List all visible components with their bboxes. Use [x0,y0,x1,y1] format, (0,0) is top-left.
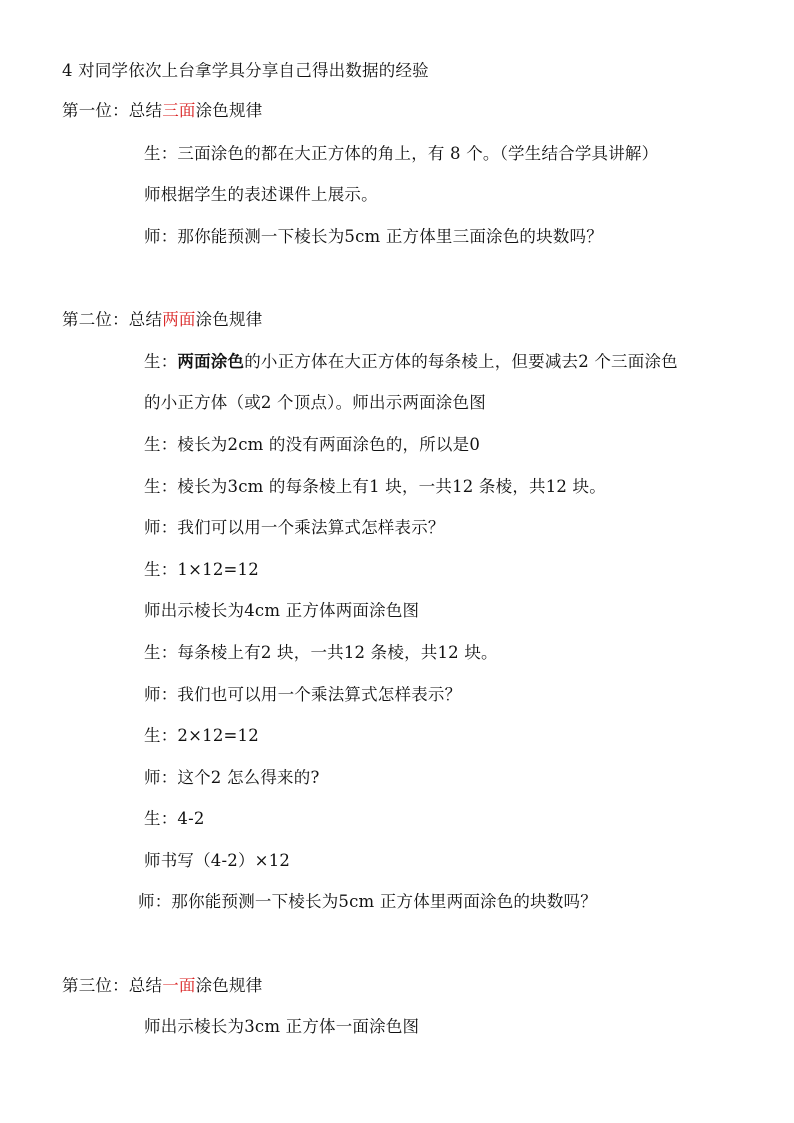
section1-suffix: 涂色规律 [195,101,263,120]
section2-line: 的小正方体（或2 个顶点）。师出示两面涂色图 [144,393,486,412]
section2-line: 生：棱长为2cm 的没有两面涂色的，所以是0 [144,435,481,454]
section2-line: 师书写（4-2）×12 [144,851,291,870]
section3-line: 师出示棱长为3cm 正方体一面涂色图 [144,1017,420,1036]
bold-term: 两面涂色 [177,352,245,371]
section2-line: 师：那你能预测一下棱长为5cm 正方体里两面涂色的块数吗？ [138,892,597,911]
section2-line: 生：2×12=12 [144,726,259,745]
section1-line: 师：那你能预测一下棱长为5cm 正方体里三面涂色的块数吗？ [144,227,603,246]
section2-suffix: 涂色规律 [195,310,263,329]
section3-prefix: 第三位：总结 [62,976,163,995]
section1-heading [62,100,262,122]
section2-highlight: 两面 [162,310,196,329]
section3-suffix: 涂色规律 [195,976,263,995]
intro-line: 4 对同学依次上台拿学具分享自己得出数据的经验 [62,61,429,80]
section2-first-line [144,351,678,373]
section2-line: 师出示棱长为4cm 正方体两面涂色图 [144,601,420,620]
section3-heading [62,975,262,997]
section2-line: 生：每条棱上有2 块，一共12 条棱，共12 块。 [144,643,498,662]
section2-line: 生：棱长为3cm 的每条棱上有1 块，一共12 条棱，共12 块。 [144,477,606,496]
section2-line: 生：1×12=12 [144,560,259,579]
section3-highlight: 一面 [162,976,196,995]
section2-heading [62,309,262,331]
section1-highlight: 三面 [162,101,196,120]
section1-prefix: 第一位：总结 [62,101,163,120]
section1-line: 师根据学生的表述课件上展示。 [144,185,378,204]
section2-line: 师：这个2 怎么得来的? [144,768,320,787]
section2-line: 师：我们也可以用一个乘法算式怎样表示？ [144,685,462,704]
section2-line: 生：4-2 [144,809,205,828]
section1-line: 生：三面涂色的都在大正方体的角上，有 8 个。（学生结合学具讲解） [144,144,659,163]
line-rest: 的小正方体在大正方体的每条棱上，但要减去2 个三面涂色 [244,352,678,371]
section2-prefix: 第二位：总结 [62,310,163,329]
speaker-label: 生： [144,352,178,371]
section2-line: 师：我们可以用一个乘法算式怎样表示？ [144,518,445,537]
